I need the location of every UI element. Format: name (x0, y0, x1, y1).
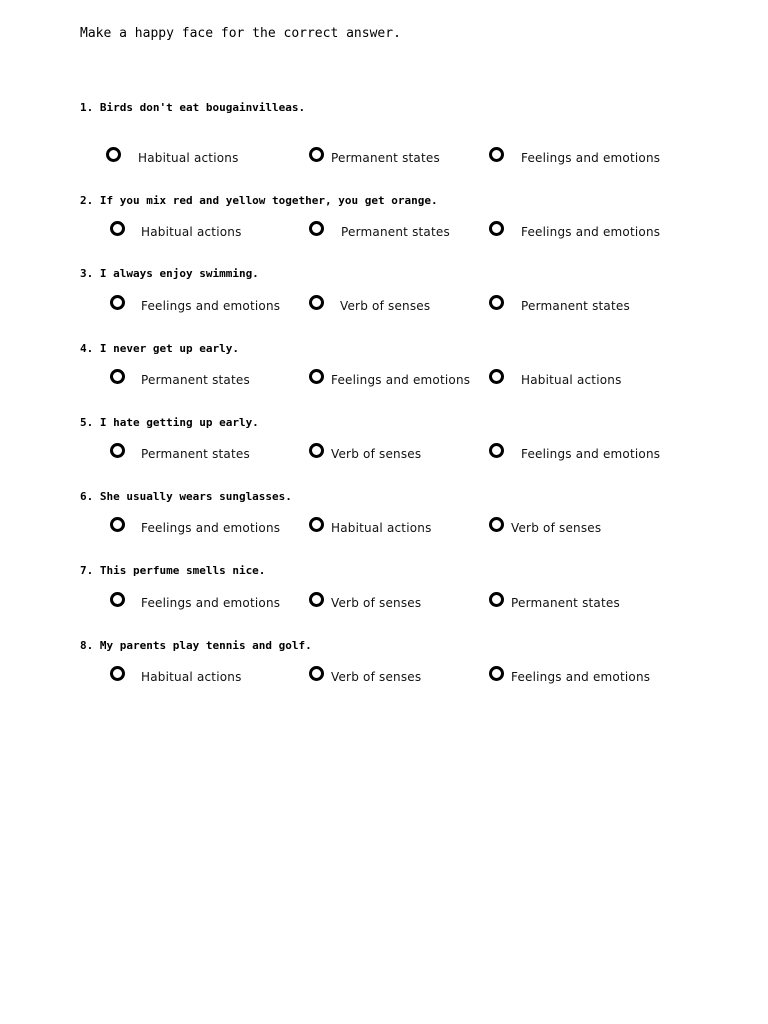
answer-circle-icon[interactable] (489, 517, 504, 532)
answer-circle-icon[interactable] (309, 295, 324, 310)
answer-circle-icon[interactable] (110, 295, 125, 310)
worksheet-instructions: Make a happy face for the correct answer. (80, 26, 401, 41)
answer-option-label: Permanent states (141, 373, 250, 387)
answer-circle-icon[interactable] (489, 666, 504, 681)
question-text: 2. If you mix red and yellow together, you get orange. (80, 194, 438, 207)
answer-option-label: Habitual actions (331, 521, 432, 535)
question-text: 7. This perfume smells nice. (80, 564, 266, 577)
answer-option-label: Verb of senses (331, 670, 422, 684)
answer-option-label: Habitual actions (141, 670, 242, 684)
answer-circle-icon[interactable] (309, 147, 324, 162)
answer-circle-icon[interactable] (309, 517, 324, 532)
answer-option-label: Permanent states (141, 447, 250, 461)
answer-circle-icon[interactable] (110, 666, 125, 681)
answer-circle-icon[interactable] (489, 369, 504, 384)
answer-circle-icon[interactable] (110, 517, 125, 532)
answer-circle-icon[interactable] (110, 443, 125, 458)
answer-circle-icon[interactable] (489, 147, 504, 162)
question-text: 4. I never get up early. (80, 342, 239, 355)
answer-circle-icon[interactable] (309, 666, 324, 681)
question-text: 8. My parents play tennis and golf. (80, 639, 312, 652)
answer-option-label: Permanent states (331, 151, 440, 165)
answer-option-label: Feelings and emotions (521, 151, 661, 165)
answer-option-label: Verb of senses (511, 521, 602, 535)
answer-circle-icon[interactable] (489, 221, 504, 236)
answer-circle-icon[interactable] (309, 443, 324, 458)
question-text: 5. I hate getting up early. (80, 416, 259, 429)
answer-option-label: Habitual actions (521, 373, 622, 387)
answer-circle-icon[interactable] (110, 592, 125, 607)
answer-option-label: Verb of senses (331, 596, 422, 610)
answer-circle-icon[interactable] (309, 369, 324, 384)
answer-circle-icon[interactable] (110, 369, 125, 384)
answer-circle-icon[interactable] (489, 592, 504, 607)
answer-option-label: Permanent states (511, 596, 620, 610)
answer-circle-icon[interactable] (110, 221, 125, 236)
answer-option-label: Feelings and emotions (521, 225, 661, 239)
question-text: 3. I always enjoy swimming. (80, 267, 259, 280)
answer-option-label: Habitual actions (138, 151, 239, 165)
answer-circle-icon[interactable] (309, 592, 324, 607)
answer-option-label: Verb of senses (340, 299, 431, 313)
answer-option-label: Habitual actions (141, 225, 242, 239)
answer-option-label: Feelings and emotions (141, 299, 281, 313)
answer-option-label: Permanent states (341, 225, 450, 239)
answer-circle-icon[interactable] (489, 295, 504, 310)
answer-option-label: Feelings and emotions (331, 373, 471, 387)
answer-option-label: Permanent states (521, 299, 630, 313)
answer-option-label: Feelings and emotions (141, 596, 281, 610)
answer-circle-icon[interactable] (106, 147, 121, 162)
answer-circle-icon[interactable] (489, 443, 504, 458)
answer-option-label: Verb of senses (331, 447, 422, 461)
question-text: 1. Birds don't eat bougainvilleas. (80, 101, 306, 114)
question-text: 6. She usually wears sunglasses. (80, 490, 292, 503)
answer-option-label: Feelings and emotions (511, 670, 651, 684)
answer-option-label: Feelings and emotions (141, 521, 281, 535)
answer-option-label: Feelings and emotions (521, 447, 661, 461)
answer-circle-icon[interactable] (309, 221, 324, 236)
